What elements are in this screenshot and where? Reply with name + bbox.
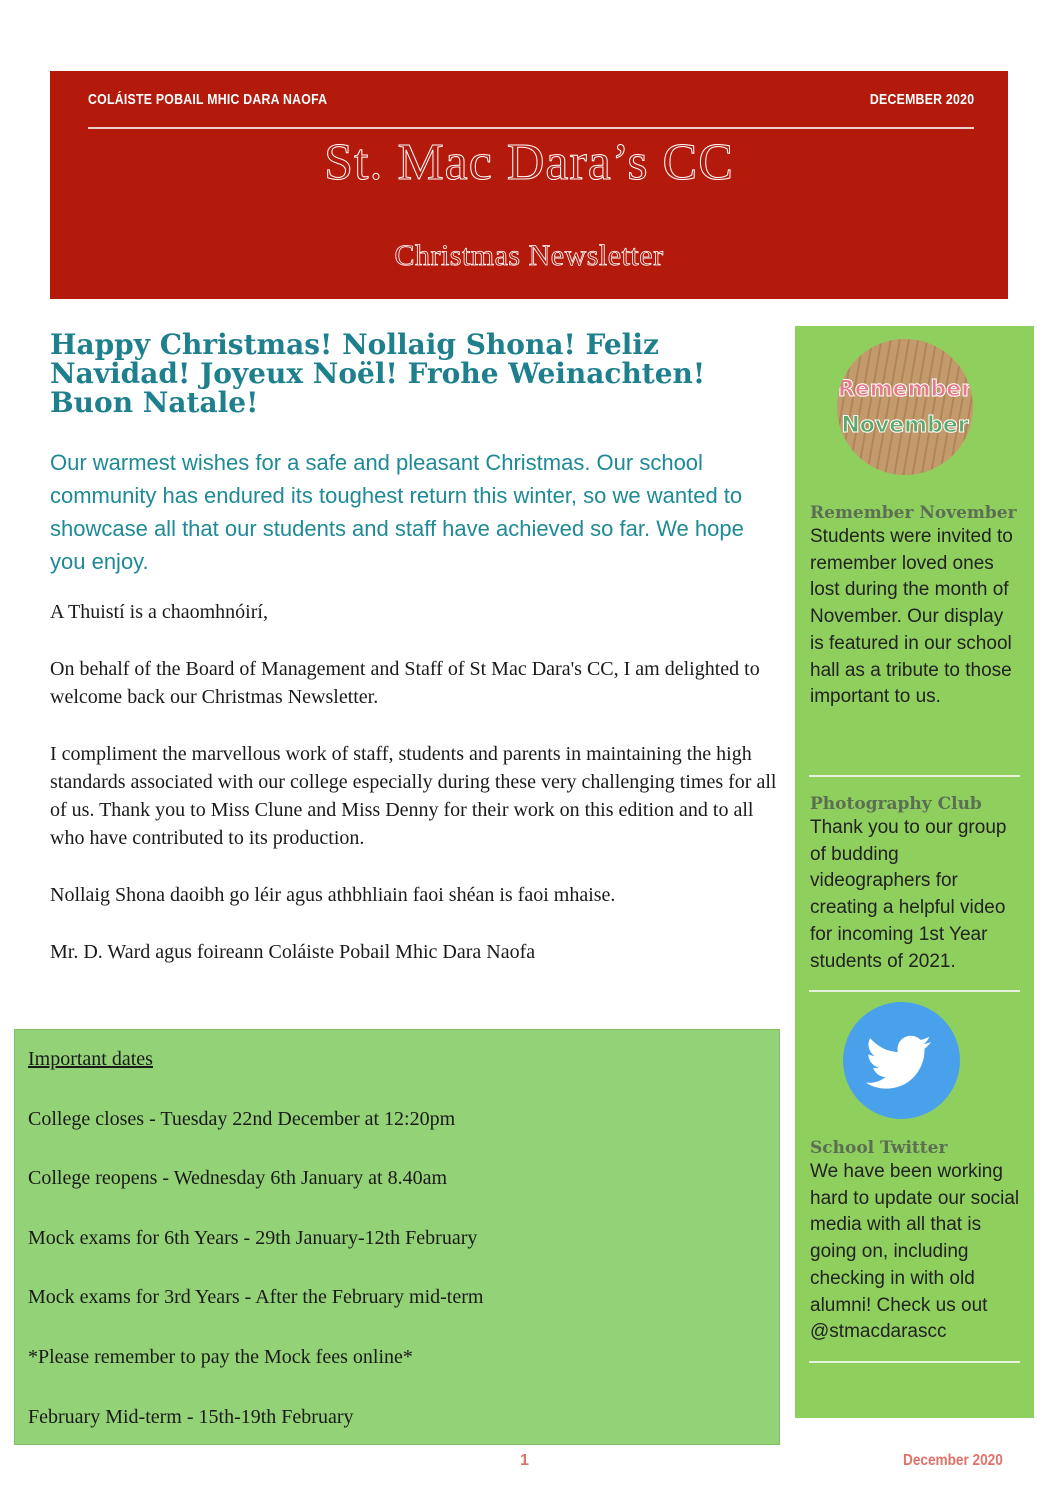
- newsletter-subtitle: Christmas Newsletter: [394, 239, 664, 272]
- letter-paragraph-2: I compliment the marvellous work of staff, students and parents in maintaining the high standards associated with our college especially during these very challenging times for all of us. Thank you to Miss Clune and Miss Denny for their work on this edition and to all who have contributed to its production.: [50, 743, 777, 849]
- page-number: 1: [520, 1452, 529, 1469]
- date-item: Mock exams for 6th Years - 29th January-12th February: [28, 1226, 478, 1249]
- date-item: Mock exams for 3rd Years - After the February mid-term: [28, 1286, 484, 1309]
- date-item: February Mid-term - 15th-19th February: [28, 1405, 354, 1428]
- remember-november-photo: [837, 339, 973, 475]
- twitter-bird-icon[interactable]: [843, 1002, 960, 1119]
- photography-club-text: Thank you to our group of budding videographers for creating a helpful video for incoming 1st Year students of 2021.: [810, 817, 1007, 972]
- date-item: College reopens - Wednesday 6th January at 8.40am: [28, 1167, 448, 1190]
- header-date: DECEMBER 2020: [869, 91, 974, 108]
- greeting-headline: Happy Christmas! Nollaig Shona! Feliz Navidad! Joyeux Noël! Frohe Weinachten! Buon Natale!: [50, 328, 706, 419]
- photography-club-section: [810, 793, 1022, 975]
- important-dates-box: [14, 1029, 780, 1445]
- important-dates-heading: Important dates: [28, 1048, 153, 1070]
- photo-word-november: November: [841, 413, 969, 438]
- sidebar-divider: [809, 990, 1020, 992]
- school-twitter-text: We have been working hard to update our social media with all that is going on, including checking in with old alumni! Check us out @stmacdarascc: [810, 1161, 1020, 1343]
- date-item: *Please remember to pay the Mock fees online*: [28, 1345, 413, 1368]
- photo-word-remember: Remember: [837, 377, 973, 402]
- letter-closing: Nollaig Shona daoibh go léir agus athbhliain faoi shéan is faoi mhaise.: [50, 884, 616, 906]
- letter-signature: Mr. D. Ward agus foireann Coláiste Pobail Mhic Dara Naofa: [50, 941, 536, 963]
- newsletter-title: St. Mac Dara’s CC: [324, 134, 734, 191]
- letter-paragraph-1: On behalf of the Board of Management and Staff of St Mac Dara's CC, I am delighted to welcome back our Christmas Newsletter.: [50, 658, 760, 708]
- remember-november-text: Students were invited to remember loved ones lost during the month of November. Our display is featured in our school hall as a tribute to those important to us.: [810, 526, 1013, 708]
- intro-paragraph: Our warmest wishes for a safe and pleasant Christmas. Our school community has endured its toughest return this winter, so we wanted to showcase all that our students and staff have achieved so far. We hope you enjoy.: [50, 450, 744, 574]
- photography-club-title: Photography Club: [810, 794, 982, 814]
- school-twitter-section: [810, 1137, 1022, 1346]
- remember-november-title: Remember November: [810, 503, 1017, 523]
- sidebar: [795, 326, 1034, 1418]
- principal-letter: [50, 598, 780, 995]
- letter-salutation: A Thuistí is a chaomhnóirí,: [50, 601, 268, 623]
- footer-date: December 2020: [903, 1452, 1003, 1469]
- school-name: COLÁISTE POBAIL MHIC DARA NAOFA: [88, 91, 328, 108]
- remember-november-section: [810, 502, 1022, 711]
- date-item: College closes - Tuesday 22nd December at 12:20pm: [28, 1107, 456, 1130]
- school-twitter-title: School Twitter: [810, 1138, 948, 1158]
- sidebar-divider: [809, 1361, 1020, 1363]
- header-banner: [50, 71, 1008, 299]
- header-top-line: [88, 91, 974, 129]
- sidebar-divider: [809, 775, 1020, 777]
